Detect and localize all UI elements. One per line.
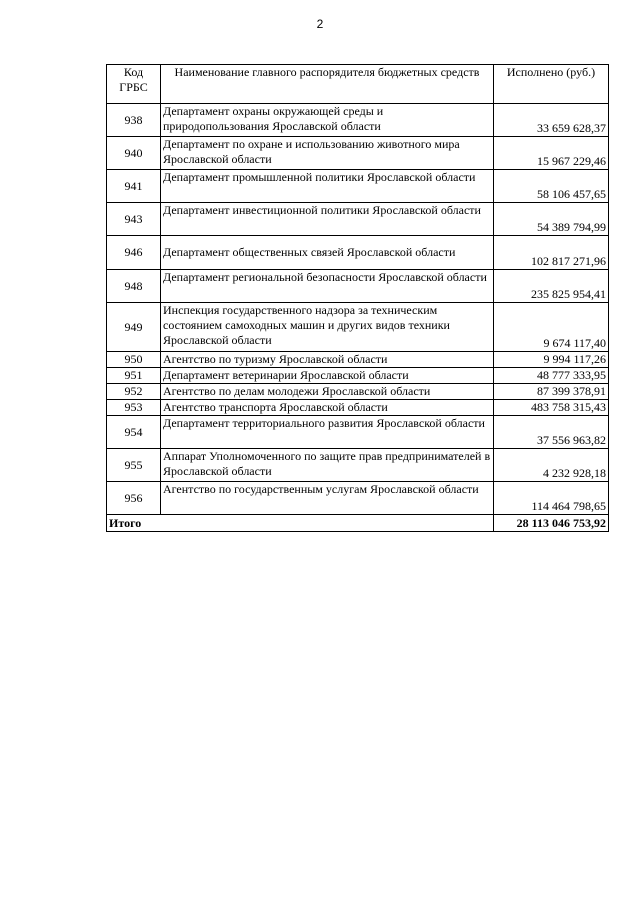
row-code: 956 <box>107 482 161 515</box>
row-code: 941 <box>107 170 161 203</box>
table-row <box>107 303 609 352</box>
budget-execution-table <box>106 64 609 532</box>
row-name: Департамент ветеринарии Ярославской области <box>161 368 494 384</box>
row-amount: 9 994 117,26 <box>494 352 609 368</box>
row-code: 938 <box>107 104 161 137</box>
row-name: Департамент охраны окружающей среды и природопользования Ярославской области <box>161 104 494 137</box>
row-name: Департамент территориального развития Ярославской области <box>161 416 494 449</box>
page-number: 2 <box>316 17 324 31</box>
row-code: 951 <box>107 368 161 384</box>
row-name: Агентство по делам молодежи Ярославской области <box>161 384 494 400</box>
row-code: 949 <box>107 303 161 352</box>
row-code: 943 <box>107 203 161 236</box>
row-amount: 33 659 628,37 <box>494 104 609 137</box>
table-row <box>107 170 609 203</box>
row-name: Департамент региональной безопасности Ярославской области <box>161 270 494 303</box>
row-amount: 9 674 117,40 <box>494 303 609 352</box>
row-name: Агентство по туризму Ярославской области <box>161 352 494 368</box>
table-row <box>107 400 609 416</box>
table-row <box>107 270 609 303</box>
table-row <box>107 352 609 368</box>
row-code: 953 <box>107 400 161 416</box>
row-name: Инспекция государственного надзора за техническим состоянием самоходных машин и других видов техники Ярославской области <box>161 303 494 352</box>
row-code: 950 <box>107 352 161 368</box>
row-name: Департамент промышленной политики Ярославской области <box>161 170 494 203</box>
table-row <box>107 104 609 137</box>
row-code: 952 <box>107 384 161 400</box>
row-amount: 235 825 954,41 <box>494 270 609 303</box>
table-row <box>107 384 609 400</box>
row-code: 946 <box>107 236 161 270</box>
table-row <box>107 482 609 515</box>
table-header-row <box>107 65 609 104</box>
table-row <box>107 416 609 449</box>
table-row <box>107 368 609 384</box>
table-row <box>107 449 609 482</box>
row-amount: 87 399 378,91 <box>494 384 609 400</box>
row-name: Департамент по охране и использованию животного мира Ярославской области <box>161 137 494 170</box>
row-amount: 102 817 271,96 <box>494 236 609 270</box>
header-amount: Исполнено (руб.) <box>494 65 609 104</box>
row-amount: 37 556 963,82 <box>494 416 609 449</box>
row-name: Департамент общественных связей Ярославской области <box>161 236 494 270</box>
total-row <box>107 515 609 532</box>
table-row <box>107 203 609 236</box>
row-code: 940 <box>107 137 161 170</box>
row-amount: 15 967 229,46 <box>494 137 609 170</box>
row-amount: 483 758 315,43 <box>494 400 609 416</box>
row-amount: 114 464 798,65 <box>494 482 609 515</box>
total-label: Итого <box>107 515 494 532</box>
row-name: Агентство по государственным услугам Ярославской области <box>161 482 494 515</box>
row-code: 954 <box>107 416 161 449</box>
header-code: Код ГРБС <box>107 65 161 104</box>
row-amount: 58 106 457,65 <box>494 170 609 203</box>
table-row <box>107 236 609 270</box>
row-code: 948 <box>107 270 161 303</box>
row-amount: 4 232 928,18 <box>494 449 609 482</box>
total-amount: 28 113 046 753,92 <box>494 515 609 532</box>
row-amount: 54 389 794,99 <box>494 203 609 236</box>
row-name: Аппарат Уполномоченного по защите прав предпринимателей в Ярославской области <box>161 449 494 482</box>
header-name: Наименование главного распорядителя бюджетных средств <box>161 65 494 104</box>
row-name: Департамент инвестиционной политики Ярославской области <box>161 203 494 236</box>
row-name: Агентство транспорта Ярославской области <box>161 400 494 416</box>
table-row <box>107 137 609 170</box>
row-amount: 48 777 333,95 <box>494 368 609 384</box>
row-code: 955 <box>107 449 161 482</box>
